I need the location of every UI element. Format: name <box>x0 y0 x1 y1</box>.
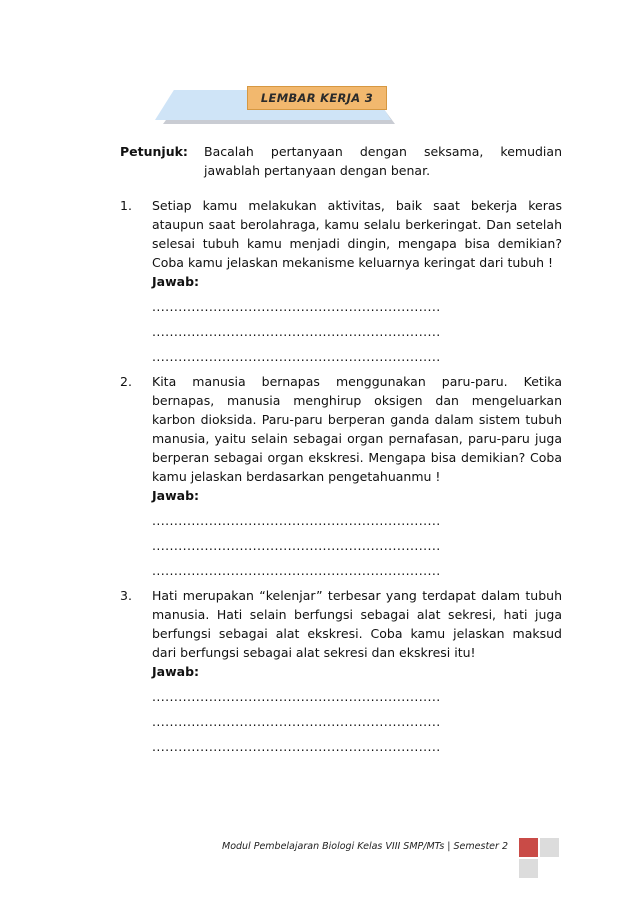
question-text: Kita manusia bernapas menggunakan paru-paru. Ketika bernapas, manusia menghirup oksigen dan mengeluarkan karbon dioksida. Paru-paru berperan ganda dalam sistem tubuh manusia, yaitu selain sebagai organ pernafasan, paru-paru juga berperan sebagai organ ekskresi. Mengapa bisa demikian? Coba kamu jelaskan berdasarkan pengetahuanmu ! <box>152 374 562 484</box>
instructions-text: Bacalah pertanyaan dengan seksama, kemudian jawablah pertanyaan dengan benar. <box>204 144 562 178</box>
answer-line[interactable]: .................................................................. <box>152 739 441 754</box>
question-number: 1. <box>120 198 132 213</box>
footer-square-red <box>519 838 538 857</box>
answer-line[interactable]: .................................................................. <box>152 513 441 528</box>
answer-line[interactable]: .................................................................. <box>152 689 441 704</box>
footer-square-grey <box>519 859 538 878</box>
answer-label: Jawab: <box>152 274 200 289</box>
answer-line[interactable]: .................................................................. <box>152 714 441 729</box>
answer-line[interactable]: .................................................................. <box>152 299 441 314</box>
banner-label-box <box>247 86 387 110</box>
instructions-label: Petunjuk: <box>120 144 188 159</box>
question-text: Setiap kamu melakukan aktivitas, baik saat bekerja keras ataupun saat berolahraga, kamu selalu berkeringat. Dan setelah selesai tubuh kamu menjadi dingin, mengapa bisa demikian? Coba kamu jelaskan mekanisme keluarnya keringat dari tubuh ! <box>152 198 562 270</box>
question-number: 2. <box>120 374 132 389</box>
answer-line[interactable]: .................................................................. <box>152 349 441 364</box>
question-text: Hati merupakan “kelenjar” terbesar yang terdapat dalam tubuh manusia. Hati selain berfungsi sebagai alat sekresi, hati juga berfungsi sebagai alat ekskresi. Coba kamu jelaskan maksud dari berfungsi sebagai alat sekresi dan ekskresi itu! <box>152 588 562 660</box>
title-banner <box>155 86 405 130</box>
page-footer: Modul Pembelajaran Biologi Kelas VIII SMP/MTs | Semester 2 <box>222 841 508 852</box>
answer-label: Jawab: <box>152 664 200 679</box>
question-number: 3. <box>120 588 132 603</box>
page-title: LEMBAR KERJA 3 <box>260 91 374 105</box>
answer-line[interactable]: .................................................................. <box>152 563 441 578</box>
answer-line[interactable]: .................................................................. <box>152 538 441 553</box>
answer-label: Jawab: <box>152 488 200 503</box>
answer-line[interactable]: .................................................................. <box>152 324 441 339</box>
footer-square-grey <box>540 838 559 857</box>
